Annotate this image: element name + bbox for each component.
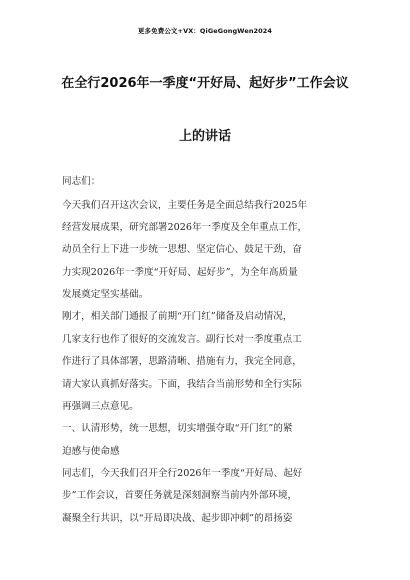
body-line: 同志们： (62, 176, 101, 187)
body-line: 动员全行上下进一步统一思想、坚定信心、鼓足干劲，奋 (62, 244, 302, 255)
body-line: 几家支行也作了很好的交流发言。副行长对一季度重点工 (62, 334, 302, 345)
body-line: 今天我们召开这次会议，主要任务是全面总结我行2025年 (62, 200, 308, 211)
body-line: 力实现2026年一季度“开好局、起好步”，为全年高质量 (62, 267, 298, 278)
body-line: 作进行了具体部署，思路清晰、措施有力，我完全同意， (62, 356, 302, 367)
body-line: 再强调三点意见。 (62, 401, 139, 412)
body-line: 同志们，今天我们召开全行2026年一季度“开好局、起好 (62, 468, 303, 479)
body-line: 经营发展成果，研究部署2026年一季度及全年重点工作， (62, 222, 308, 233)
section-heading: 一、认清形势，统一思想，切实增强夺取“开门红”的紧 (62, 423, 293, 434)
section-heading: 迫感与使命感 (62, 446, 120, 457)
body-line: 刚才，相关部门通报了前期“开门红”储备及启动情况， (62, 311, 293, 322)
document-title-line-2: 上的讲话 (178, 129, 231, 144)
body-line: 发展奠定坚实基础。 (62, 289, 149, 300)
body-line: 步”工作会议，首要任务就是深刻洞察当前内外部环境， (62, 490, 298, 501)
body-line: 凝聚全行共识，以“开局即决战、起步即冲刺”的昂扬姿 (62, 513, 293, 524)
body-line: 请大家认真抓好落实。下面，我结合当前形势和全行实际 (62, 379, 302, 390)
document-title-line-1: 在全行2026年一季度“开好局、起好步”工作会议 (61, 76, 349, 91)
header-note: 更多免费公文+VX：QiGeGongWen2024 (137, 27, 273, 35)
